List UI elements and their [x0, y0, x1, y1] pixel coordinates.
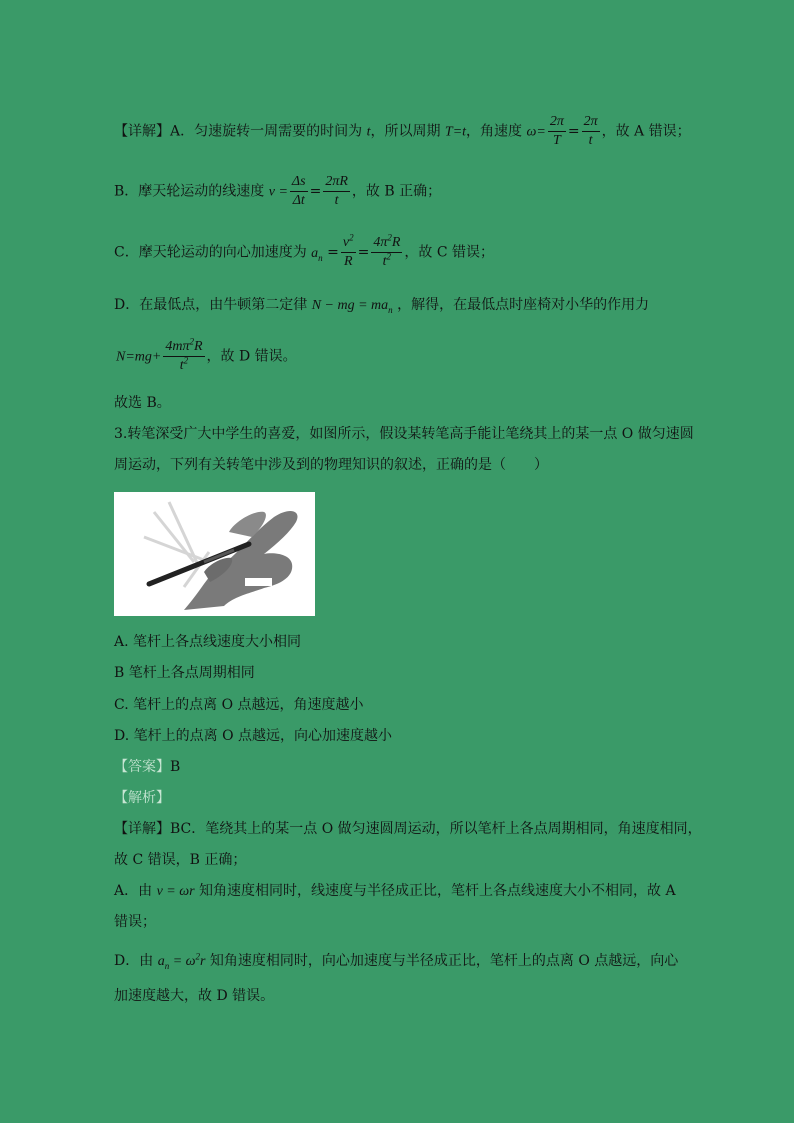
formula-4pi: 4π	[373, 235, 388, 250]
formula-a: a	[157, 954, 165, 969]
hand-pen-illustration	[114, 492, 315, 616]
fraction-2piR-over-t	[323, 173, 350, 210]
explanation-text: BC．笔绕其上的某一点 O 做匀速圆周运动，所以笔杆上各点周期相同，角速度相同，	[170, 821, 702, 837]
fraction-numerator: 2πR	[323, 173, 350, 192]
fraction-denominator: Δt	[292, 193, 305, 208]
formula-v: v =	[268, 184, 288, 200]
detail-c-line	[114, 234, 494, 271]
superscript-2: 2	[195, 951, 201, 962]
var-t: t	[366, 124, 371, 140]
answer-value: B	[170, 759, 181, 775]
detail-b-text: B．摩天轮运动的线速度	[114, 183, 269, 200]
answer-tag: 【答案】	[114, 759, 170, 775]
option-b[interactable]: B 笔杆上各点周期相同	[114, 665, 255, 681]
superscript-2: 2	[387, 232, 392, 243]
explanation-a-line2: 错误；	[114, 914, 156, 930]
explanation-bc-line1	[114, 819, 702, 839]
detail-d-line1	[114, 295, 649, 316]
explanation-a-line1	[114, 881, 676, 902]
detail-a-text: ，角速度	[466, 123, 527, 140]
fraction-ds-over-dt	[290, 173, 308, 210]
fraction-numerator	[163, 338, 204, 357]
answer-line	[114, 757, 180, 777]
formula-R: R	[193, 339, 203, 354]
formula-t: t	[179, 358, 184, 373]
option-a[interactable]: A. 笔杆上各点线速度大小相同	[114, 634, 302, 650]
fraction-numerator	[371, 234, 402, 253]
explanation-bc-line2: 故 C 错误，B 正确；	[114, 852, 247, 868]
fraction-numerator: 2π	[548, 113, 566, 132]
question-line2: 周运动，下列有关转笔中涉及到的物理知识的叙述，正确的是（ ）	[114, 457, 548, 473]
detail-b-text: ，故 B 正确；	[351, 183, 442, 200]
explanation-text: A．由	[114, 883, 157, 899]
formula-a: a	[311, 245, 319, 261]
subscript-n: n	[164, 960, 170, 971]
formula-N: N=mg+	[116, 349, 162, 365]
fraction-numerator: Δs	[290, 173, 308, 192]
formula-newton	[312, 298, 393, 313]
fraction-v2-over-R	[341, 234, 356, 271]
fraction-denominator: R	[343, 254, 353, 269]
detail-tag: 【详解】	[114, 123, 170, 140]
fraction-4pi2R-over-t2	[371, 234, 402, 271]
detail-d-text: ，解得，在最低点时座椅对小华的作用力	[392, 297, 650, 313]
formula-period: T=t	[444, 124, 467, 140]
equals-sign: =	[357, 244, 370, 261]
fraction-2pi-over-t	[582, 113, 600, 150]
explanation-text: 知角速度相同时，线速度与半径成正比，笔杆上各点线速度大小不相同，故 A	[194, 883, 676, 899]
fraction-2pi-over-T	[548, 113, 566, 150]
detail-a-line	[114, 113, 691, 150]
detail-b-line	[114, 173, 441, 210]
detail-tag: 【详解】	[114, 821, 170, 837]
formula-an	[311, 246, 323, 261]
fraction-denominator	[371, 253, 402, 271]
formula-R: R	[391, 235, 401, 250]
fraction-denominator: T	[552, 133, 561, 148]
superscript-2: 2	[386, 251, 392, 262]
formula-omega: ω=	[526, 124, 546, 140]
explanation-text: D．由	[114, 953, 158, 969]
equals-sign: =	[322, 244, 339, 261]
fraction-denominator: t	[588, 133, 593, 148]
explanation-text: 知角速度相同时，向心加速度与半径成正比，笔杆上的点离 O 点越远，向心	[205, 953, 679, 969]
detail-c-text: C．摩天轮运动的向心加速度为	[114, 244, 312, 261]
conclusion-line: 故选 B。	[114, 395, 171, 411]
formula-v-omega-r: v = ωr	[156, 884, 195, 899]
formula-v: v	[342, 235, 350, 250]
superscript-2: 2	[189, 336, 194, 347]
detail-c-text: ，故 C 错误；	[404, 244, 495, 261]
fraction-denominator	[163, 357, 204, 375]
fraction-numerator	[341, 234, 356, 253]
option-c[interactable]: C. 笔杆上的点离 O 点越远，角速度越小	[114, 697, 364, 713]
formula-4mpi: 4mπ	[165, 339, 190, 354]
detail-d-text: ，故 D 错误。	[206, 348, 297, 365]
formula-an-omega2r	[157, 951, 206, 971]
superscript-2: 2	[349, 232, 354, 243]
formula-t: t	[382, 254, 387, 269]
option-d[interactable]: D. 笔杆上的点离 O 点越远，向心加速度越小	[114, 728, 393, 744]
question-line1: 3.转笔深受广大中学生的喜爱，如图所示，假设某转笔高手能让笔绕其上的某一点 O 做匀速圆	[114, 426, 694, 442]
formula-text: N − mg = ma	[311, 298, 389, 313]
detail-a-text: A．匀速旋转一周需要的时间为	[170, 123, 367, 140]
equals-sign: =	[567, 123, 580, 140]
subscript-n: n	[318, 252, 323, 263]
detail-a-text: ，所以周期	[370, 123, 445, 140]
detail-d-text: D．在最低点，由牛顿第二定律	[114, 297, 312, 313]
explanation-d-line1	[114, 951, 678, 972]
formula-omega: = ω	[169, 954, 196, 969]
analysis-tag	[114, 788, 170, 808]
fraction-4mpi2R-over-t2	[163, 338, 204, 375]
fraction-denominator: t	[334, 193, 339, 208]
formula-r: r	[200, 954, 206, 969]
superscript-2: 2	[183, 355, 189, 366]
pen-spinning-photo	[114, 492, 315, 616]
fraction-numerator: 2π	[582, 113, 600, 132]
subscript-n: n	[388, 304, 393, 315]
equals-sign: =	[309, 183, 322, 200]
detail-d-line2	[116, 338, 297, 375]
analysis-tag-text: 【解析】	[114, 790, 170, 806]
detail-a-text: ，故 A 错误；	[601, 123, 691, 140]
explanation-d-line2: 加速度越大，故 D 错误。	[114, 988, 275, 1004]
